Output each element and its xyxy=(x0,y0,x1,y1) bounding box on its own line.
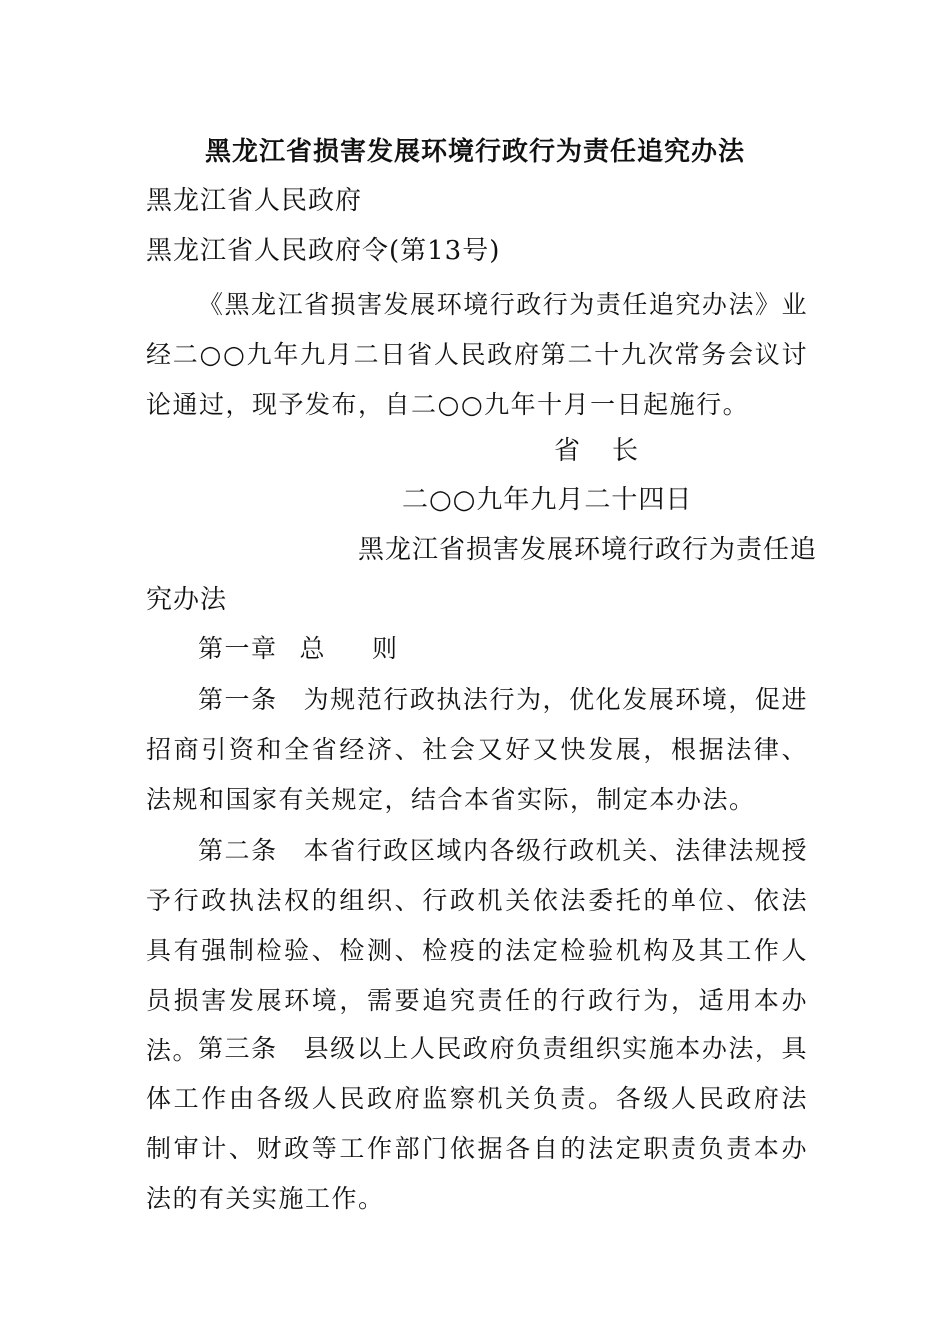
document-title: 黑龙江省损害发展环境行政行为责任追究办法 xyxy=(204,137,745,167)
subtitle-line-1: 黑龙江省损害发展环境行政行为责任追 xyxy=(358,535,818,565)
article-3 xyxy=(146,1024,808,1224)
article-1 xyxy=(146,675,808,825)
chapter-label: 第一章 xyxy=(198,634,278,663)
subtitle-line-2: 究办法 xyxy=(146,585,228,615)
promulgation-paragraph: 《黑龙江省损害发展环境行政行为责任追究办法》业经二○○九年九月二日省人民政府第二十九次常务会议讨论通过，现予发布，自二○○九年十月一日起施行。 xyxy=(146,290,808,419)
article-1-text: 为规范行政执法行为，优化发展环境，促进招商引资和全省经济、社会又好又快发展，根据法律、法规和国家有关规定，结合本省实际，制定本办法。 xyxy=(146,685,808,814)
article-3-text: 县级以上人民政府负责组织实施本办法，具体工作由各级人民政府监察机关负责。各级人民政府法制审计、财政等工作部门依据各自的法定职责负责本办法的有关实施工作。 xyxy=(146,1034,808,1213)
order-number-line: 黑龙江省人民政府令(第13号) xyxy=(146,236,501,266)
article-2-text: 本省行政区域内各级行政机关、法律法规授予行政执法权的组织、行政机关依法委托的单位、依法具有强制检验、检测、检疫的法定检验机构及其工作人员损害发展环境，需要追究责任的行政行为，适用本办法。 xyxy=(146,836,808,1065)
article-1-head: 第一条 xyxy=(198,685,278,714)
signing-date: 二○○九年九月二十四日 xyxy=(402,485,693,515)
article-3-head: 第三条 xyxy=(198,1034,278,1063)
chapter-name-b: 则 xyxy=(372,634,399,663)
chapter-name-a: 总 xyxy=(299,634,327,663)
signer-title: 省 长 xyxy=(554,436,642,466)
article-2-head: 第二条 xyxy=(198,836,278,865)
issuer-line: 黑龙江省人民政府 xyxy=(146,186,363,216)
chapter-heading xyxy=(198,624,421,674)
